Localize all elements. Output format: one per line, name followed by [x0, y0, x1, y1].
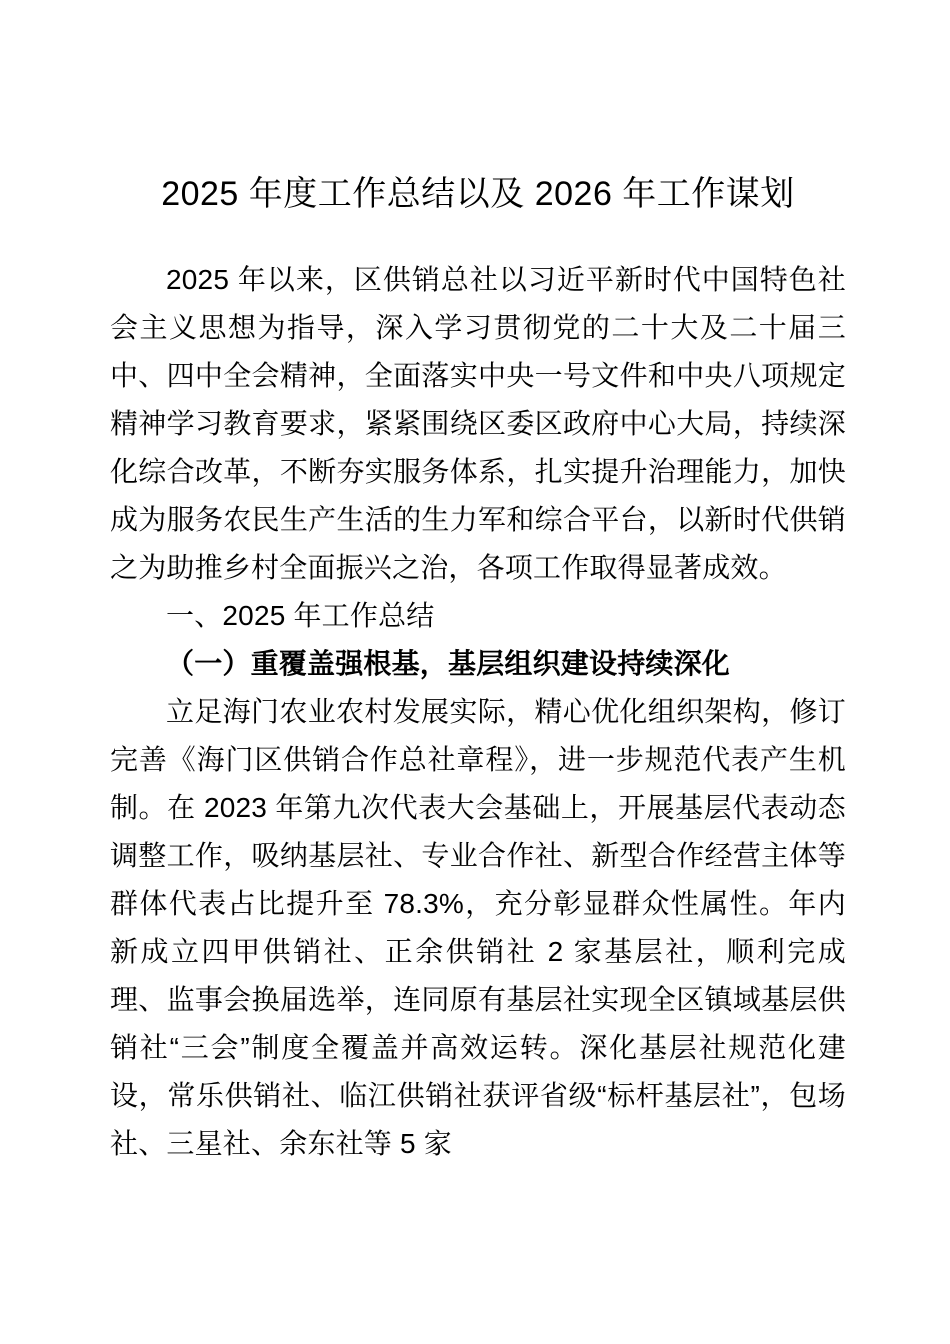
- section-one-block: [110, 592, 846, 640]
- page-title: 2025 年度工作总结以及 2026 年工作谋划: [161, 175, 795, 213]
- section-heading-level-2: （一）重覆盖强根基，基层组织建设持续深化: [166, 648, 731, 679]
- intro-paragraph: 2025 年以来，区供销总社以习近平新时代中国特色社会主义思想为指导，深入学习贯彻党的二十大及二十届三中、四中全会精神，全面落实中央一号文件和中央八项规定精神学习教育要求，紧紧围绕区委区政府中心大局，持续深化综合改革，不断夯实服务体系，扎实提升治理能力，加快成为服务农民生产生活的生力军和综合平台，以新时代供销之为助推乡村全面振兴之治，各项工作取得显著成效。: [110, 264, 846, 583]
- intro-block: [110, 256, 846, 592]
- document-content: [110, 168, 846, 1168]
- section-heading-level-1: 一、2025 年工作总结: [166, 600, 435, 631]
- subsection-one-paragraph: 立足海门农业农村发展实际，精心优化组织架构，修订完善《海门区供销合作总社章程》，进一步规范代表产生机制。在 2023 年第九次代表大会基础上，开展基层代表动态调整工作，吸纳基层社、专业合作社、新型合作经营主体等群体代表占比提升至 78.3%，充分彰显群众性属性。年内新成立四甲供销社、正余供销社 2 家基层社，顺利完成理、监事会换届选举，连同原有基层社实现全区镇域基层供销社“三会”制度全覆盖并高效运转。深化基层社规范化建设，常乐供销社、临江供销社获评省级“标杆基层社”，包场社、三星社、余东社等 5 家: [110, 696, 846, 1159]
- subsection-one-block: [110, 640, 846, 1168]
